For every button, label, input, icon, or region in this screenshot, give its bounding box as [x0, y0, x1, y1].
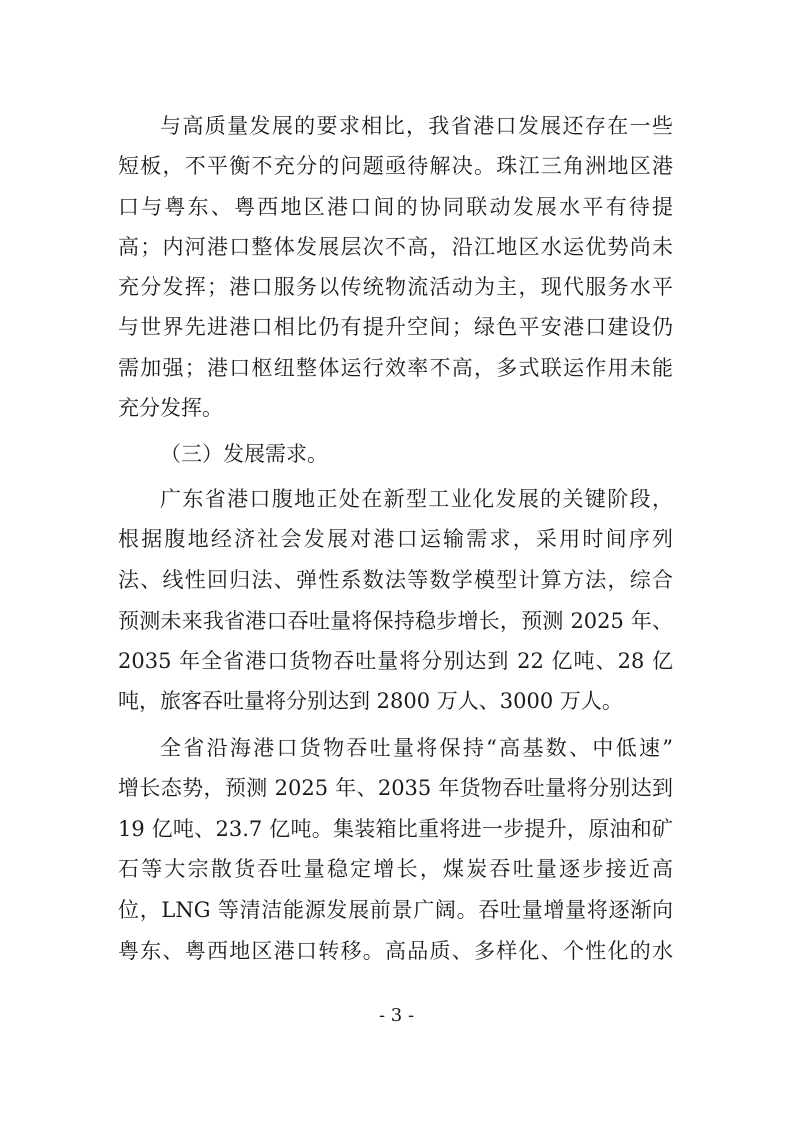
paragraph-3-line-5: 位，LNG 等清洁能源发展前景广阔。吞吐量增量将逐渐向: [118, 898, 673, 922]
paragraph-1-line-4: 高；内河港口整体发展层次不高，沿江地区水运优势尚未: [118, 235, 673, 259]
paragraph-2-line-4: 预测未来我省港口吞吐量将保持稳步增长，预测 2025 年、: [118, 609, 673, 633]
paragraph-3-line-2: 增长态势，预测 2025 年、2035 年货物吞吐量将分别达到: [118, 776, 673, 800]
paragraph-1-line-2: 短板，不平衡不充分的问题亟待解决。珠江三角洲地区港: [118, 154, 673, 178]
paragraph-2-line-2: 根据腹地经济社会发展对港口运输需求，采用时间序列: [118, 527, 673, 551]
paragraph-2-line-5: 2035 年全省港口货物吞吐量将分别达到 22 亿吨、28 亿: [118, 649, 673, 673]
paragraph-1-line-1: 与高质量发展的要求相比，我省港口发展还存在一些: [160, 114, 673, 138]
paragraph-1-line-7: 需加强；港口枢纽整体运行效率不高，多式联运作用未能: [118, 356, 673, 380]
paragraph-2-line-1: 广东省港口腹地正处在新型工业化发展的关键阶段，: [160, 487, 673, 511]
page-number: - 3 -: [378, 1005, 415, 1026]
paragraph-1-line-3: 口与粤东、粤西地区港口间的协同联动发展水平有待提: [118, 195, 673, 219]
paragraph-3-line-3: 19 亿吨、23.7 亿吨。集装箱比重将进一步提升，原油和矿: [118, 817, 673, 841]
paragraph-2-line-3: 法、线性回归法、弹性系数法等数学模型计算方法，综合: [118, 568, 673, 592]
paragraph-3-line-1: 全省沿海港口货物吞吐量将保持“高基数、中低速”: [160, 736, 673, 760]
paragraph-2-line-6: 吨，旅客吞吐量将分别达到 2800 万人、3000 万人。: [118, 689, 623, 713]
section-heading: （三）发展需求。: [160, 442, 328, 466]
paragraph-3-line-6: 粤东、粤西地区港口转移。高品质、多样化、个性化的水: [118, 939, 673, 963]
paragraph-1-line-8: 充分发挥。: [118, 396, 223, 420]
paragraph-1-line-5: 充分发挥；港口服务以传统物流活动为主，现代服务水平: [118, 275, 673, 299]
paragraph-1-line-6: 与世界先进港口相比仍有提升空间；绿色平安港口建设仍: [118, 315, 673, 339]
paragraph-3-line-4: 石等大宗散货吞吐量稳定增长，煤炭吞吐量逐步接近高: [118, 857, 673, 881]
